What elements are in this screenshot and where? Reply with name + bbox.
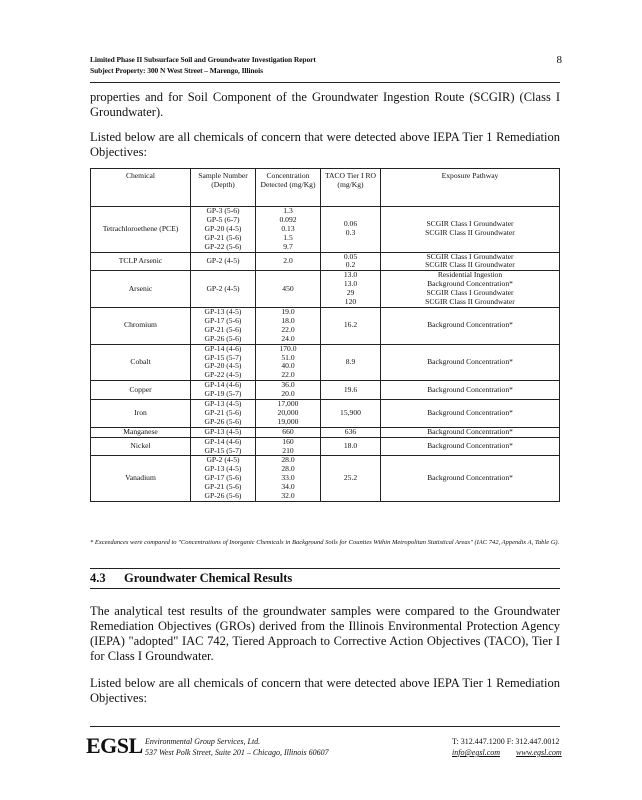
concentration-cell: [256, 307, 321, 344]
chemical-cell: Chromium: [91, 307, 191, 344]
taco-ro-value: 0.2: [345, 260, 356, 270]
taco-ro-value: 8.9: [345, 356, 356, 366]
taco-ro-value: 13.0: [343, 270, 358, 280]
exposure-pathway-value: Background Concentration*: [427, 384, 513, 394]
sample-number-cell: [191, 427, 256, 437]
sample-number-value: GP-13 (4-5): [204, 426, 242, 436]
table-row: [91, 427, 560, 437]
sample-number-value: GP-21 (5-6): [204, 232, 242, 242]
table-row: [91, 307, 560, 344]
table-row: [91, 344, 560, 381]
section-heading: [90, 571, 292, 586]
egsl-logo: EGSL: [86, 733, 143, 758]
table-row: [91, 207, 560, 253]
subject-property: Subject Property: 300 N West Street – Marengo, Illinois: [90, 66, 263, 75]
concentration-value: 0.092: [279, 214, 297, 224]
sample-number-cell: [191, 207, 256, 253]
taco-ro-cell: [321, 427, 381, 437]
concentration-value: 40.0: [281, 361, 295, 371]
concentration-cell: [256, 252, 321, 271]
header-rule: [90, 82, 560, 83]
concentration-value: 160: [282, 436, 294, 446]
table-body: [91, 207, 560, 502]
taco-ro-value: 13.0: [343, 279, 358, 289]
sample-number-value: GP-3 (5-6): [206, 206, 240, 215]
section-title: Groundwater Chemical Results: [124, 571, 293, 585]
exposure-pathway-cell: [381, 344, 560, 381]
sample-number-cell: [191, 437, 256, 456]
taco-ro-cell: [321, 271, 381, 308]
table-row: [91, 252, 560, 271]
concentration-value: 20,000: [277, 407, 299, 417]
concentration-value: 51.0: [281, 352, 295, 362]
phone-fax: T: 312.447.1200 F: 312.447.0012: [452, 737, 560, 746]
exposure-pathway-value: SCGIR Class I Groundwater: [426, 251, 514, 261]
table-row: [91, 400, 560, 428]
concentration-value: 32.0: [281, 491, 295, 501]
concentration-value: 210: [282, 445, 294, 455]
exposure-pathway-value: Background Concentration*: [427, 356, 513, 366]
exposure-pathway-cell: [381, 400, 560, 428]
concentration-value: 9.7: [283, 241, 293, 251]
sample-number-value: GP-2 (4-5): [206, 283, 240, 293]
exposure-pathway-cell: [381, 307, 560, 344]
concentration-value: 18.0: [281, 315, 295, 325]
chemical-cell: Arsenic: [91, 271, 191, 308]
concentration-cell: [256, 400, 321, 428]
company-name: Environmental Group Services, Ltd.: [145, 737, 261, 746]
concentration-value: 170.0: [279, 343, 297, 353]
concentration-value: 17,000: [277, 399, 299, 409]
taco-ro-cell: [321, 252, 381, 271]
concentration-value: 20.0: [281, 389, 295, 399]
chemicals-table: [90, 168, 560, 502]
sample-number-value: GP-5 (6-7): [206, 214, 240, 224]
chemical-cell: Copper: [91, 381, 191, 400]
concentration-value: 36.0: [281, 380, 295, 390]
header-chemical: Chemical: [91, 169, 191, 207]
chemical-cell: Cobalt: [91, 344, 191, 381]
concentration-value: 660: [282, 426, 294, 436]
taco-ro-value: 0.05: [343, 251, 358, 261]
taco-ro-cell: [321, 307, 381, 344]
exposure-pathway-value: SCGIR Class II Groundwater: [425, 228, 515, 238]
concentration-value: 33.0: [281, 473, 295, 483]
sample-number-value: GP-14 (4-6): [204, 380, 242, 390]
chemical-cell: Manganese: [91, 427, 191, 437]
chemical-cell: Iron: [91, 400, 191, 428]
groundwater-listed-below: Listed below are all chemicals of concern that were detected above IEPA Tier 1 Remediation Objectives:: [90, 676, 560, 705]
sample-number-value: GP-21 (5-6): [204, 324, 242, 334]
sample-number-value: GP-14 (4-6): [204, 436, 242, 446]
chemical-cell: Nickel: [91, 437, 191, 456]
concentration-cell: [256, 427, 321, 437]
exposure-pathway-cell: [381, 456, 560, 502]
sample-number-value: GP-20 (4-5): [204, 361, 242, 371]
sample-number-value: GP-15 (5-7): [204, 445, 242, 455]
sample-number-value: GP-2 (4-5): [206, 455, 240, 465]
section-number: 4.3: [90, 571, 106, 585]
website-link[interactable]: www.egsl.com: [516, 748, 562, 757]
section-rule-bottom: [90, 588, 560, 589]
sample-number-cell: [191, 456, 256, 502]
intro-paragraph: properties and for Soil Component of the Groundwater Ingestion Route (SCGIR) (Class I Groundwater).: [90, 90, 560, 119]
concentration-cell: [256, 344, 321, 381]
sample-number-value: GP-22 (5-6): [204, 241, 242, 251]
taco-ro-value: 19.6: [343, 384, 358, 394]
sample-number-value: GP-13 (4-5): [204, 464, 242, 474]
taco-ro-cell: [321, 456, 381, 502]
concentration-value: 2.0: [283, 255, 293, 265]
listed-below-paragraph: Listed below are all chemicals of concern that were detected above IEPA Tier 1 Remediation Objectives:: [90, 130, 560, 159]
sample-number-cell: [191, 307, 256, 344]
exposure-pathway-value: SCGIR Class I Groundwater: [426, 288, 514, 298]
table-row: [91, 271, 560, 308]
table-row: [91, 381, 560, 400]
sample-number-value: GP-21 (5-6): [204, 482, 242, 492]
exposure-pathway-cell: [381, 427, 560, 437]
exposure-pathway-value: SCGIR Class II Groundwater: [425, 260, 515, 270]
table-header-row: [91, 169, 560, 207]
sample-number-value: GP-14 (4-6): [204, 343, 242, 353]
report-header: [90, 54, 316, 76]
footer-company: [145, 736, 329, 758]
taco-ro-value: 15,900: [340, 407, 361, 417]
concentration-cell: [256, 207, 321, 253]
taco-ro-cell: [321, 344, 381, 381]
exposure-pathway-value: Background Concentration*: [427, 441, 513, 451]
sample-number-value: GP-15 (5-7): [204, 352, 242, 362]
page-number: 8: [556, 54, 562, 66]
taco-ro-cell: [321, 207, 381, 253]
taco-ro-value: 0.06: [343, 219, 358, 229]
taco-ro-value: 25.2: [343, 473, 358, 483]
sample-number-value: GP-17 (5-6): [204, 315, 242, 325]
concentration-value: 22.0: [281, 370, 295, 380]
concentration-value: 1.5: [283, 232, 293, 242]
sample-number-value: GP-2 (4-5): [206, 255, 240, 265]
sample-number-cell: [191, 271, 256, 308]
sample-number-cell: [191, 400, 256, 428]
exposure-pathway-value: Background Concentration*: [427, 279, 513, 289]
concentration-value: 22.0: [281, 324, 295, 334]
concentration-cell: [256, 437, 321, 456]
sample-number-value: GP-21 (5-6): [204, 407, 242, 417]
concentration-value: 0.13: [281, 223, 295, 233]
exposure-pathway-cell: [381, 252, 560, 271]
exposure-pathway-cell: [381, 207, 560, 253]
taco-ro-value: 29: [346, 288, 355, 298]
exposure-pathway-cell: [381, 381, 560, 400]
section-rule-top: [90, 568, 560, 569]
taco-ro-value: 16.2: [343, 320, 358, 330]
concentration-cell: [256, 271, 321, 308]
sample-number-value: GP-13 (4-5): [204, 306, 242, 316]
sample-number-cell: [191, 252, 256, 271]
header-sample-number: Sample Number (Depth): [191, 169, 256, 207]
exposure-pathway-value: Background Concentration*: [427, 426, 513, 436]
header-exposure-pathway: Exposure Pathway: [381, 169, 560, 207]
exposure-pathway-cell: [381, 271, 560, 308]
taco-ro-cell: [321, 437, 381, 456]
concentration-value: 19,000: [277, 416, 299, 426]
groundwater-paragraph: The analytical test results of the groundwater samples were compared to the Groundwater Remediation Objectives (GROs) derived from the Illinois Environmental Protection Agency (IEPA) "adopted" IAC 742, Tiered Approach to Corrective Action Objectives (TACO), Tier I for Class I Groundwater.: [90, 604, 560, 663]
header-taco-ro: TACO Tier I RO (mg/Kg): [321, 169, 381, 207]
concentration-value: 19.0: [281, 306, 295, 316]
sample-number-value: GP-26 (5-6): [204, 416, 242, 426]
chemical-cell: Vanadium: [91, 456, 191, 502]
exposure-pathway-value: Background Concentration*: [427, 473, 513, 483]
exposure-pathway-cell: [381, 437, 560, 456]
sample-number-cell: [191, 381, 256, 400]
exposure-pathway-value: Background Concentration*: [427, 407, 513, 417]
chemical-cell: TCLP Arsenic: [91, 252, 191, 271]
footer-contact: [452, 736, 562, 758]
taco-ro-cell: [321, 400, 381, 428]
taco-ro-value: 18.0: [343, 441, 358, 451]
taco-ro-value: 0.3: [345, 228, 356, 238]
exposure-pathway-value: SCGIR Class I Groundwater: [426, 219, 514, 229]
taco-ro-value: 636: [344, 426, 357, 436]
taco-ro-cell: [321, 381, 381, 400]
chemical-cell: Tetrachloroethene (PCE): [91, 207, 191, 253]
exposure-pathway-value: SCGIR Class II Groundwater: [425, 297, 515, 307]
concentration-value: 450: [282, 283, 294, 293]
footer-rule: [90, 726, 560, 727]
sample-number-value: GP-19 (5-7): [204, 389, 242, 399]
concentration-value: 28.0: [281, 455, 295, 465]
email-link[interactable]: info@egsl.com: [452, 748, 501, 757]
concentration-value: 28.0: [281, 464, 295, 474]
sample-number-value: GP-17 (5-6): [204, 473, 242, 483]
sample-number-value: GP-26 (5-6): [204, 333, 242, 343]
sample-number-value: GP-22 (4-5): [204, 370, 242, 380]
concentration-value: 24.0: [281, 333, 295, 343]
header-concentration: Concentration Detected (mg/Kg): [256, 169, 321, 207]
table-row: [91, 456, 560, 502]
concentration-value: 34.0: [281, 482, 295, 492]
report-title: Limited Phase II Subsurface Soil and Groundwater Investigation Report: [90, 55, 316, 64]
company-address: 537 West Polk Street, Suite 201 – Chicago, Illinois 60607: [145, 748, 329, 757]
concentration-value: 1.3: [283, 206, 293, 215]
sample-number-value: GP-13 (4-5): [204, 399, 242, 409]
concentration-cell: [256, 456, 321, 502]
sample-number-cell: [191, 344, 256, 381]
exposure-pathway-value: Residential Ingestion: [437, 270, 503, 280]
taco-ro-value: 120: [344, 297, 357, 307]
exposure-pathway-value: Background Concentration*: [427, 320, 513, 330]
sample-number-value: GP-26 (5-6): [204, 491, 242, 501]
concentration-cell: [256, 381, 321, 400]
table-row: [91, 437, 560, 456]
sample-number-value: GP-20 (4-5): [204, 223, 242, 233]
table-footnote: * Exceedances were compared to "Concentrations of Inorganic Chemicals in Background Soils for Counties Within Metropolitan Statistical Areas" (IAC 742, Appendix A, Table G).: [90, 539, 560, 546]
